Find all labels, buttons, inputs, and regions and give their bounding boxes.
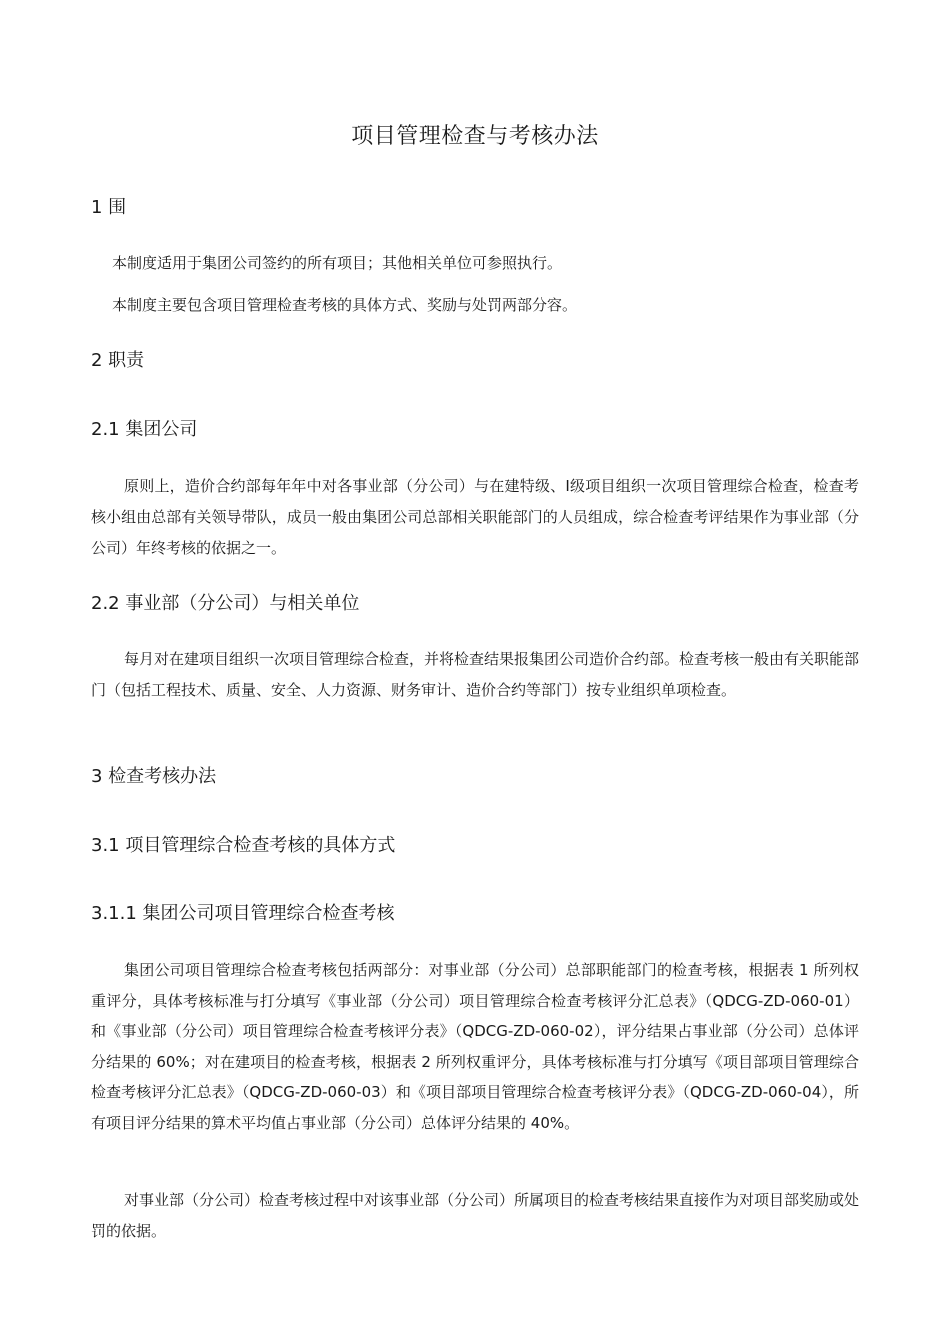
section-3-1-heading: 3.1 项目管理综合检查考核的具体方式 xyxy=(91,835,396,856)
section-1-paragraph-2: 本制度主要包含项目管理检查考核的具体方式、奖励与处罚两部分容。 xyxy=(112,296,578,314)
section-3-1-1-paragraph-1: 集团公司项目管理综合检查考核包括两部分：对事业部（分公司）总部职能部门的检查考核，根据表 1 所列权重评分，具体考核标准与打分填写《事业部（分公司）项目管理综合检查考核评分汇总表》（QDCG-ZD-060-01）和《事业部（分公司）项目管理综合检查考核评分表》（QDCG-ZD-060-02），评分结果占事业部（分公司）总体评分结果的 60%；对在建项目的检查考核，根据表 2 所列权重评分，具体考核标准与打分填写《项目部项目管理综合检查考核评分汇总表》（QDCG-ZD-060-03）和《项目部项目管理综合检查考核评分表》（QDCG-ZD-060-04），所有项目评分结果的算术平均值占事业部（分公司）总体评分结果的 40%。 xyxy=(91,961,859,1132)
section-2-2-paragraph: 每月对在建项目组织一次项目管理综合检查，并将检查结果报集团公司造价合约部。检查考核一般由有关职能部门（包括工程技术、质量、安全、人力资源、财务审计、造价合约等部门）按专业组织单项检查。 xyxy=(91,650,860,699)
section-2-1-paragraph: 原则上，造价合约部每年年中对各事业部（分公司）与在建特级、Ⅰ级项目组织一次项目管理综合检查，检查考核小组由总部有关领导带队，成员一般由集团公司总部相关职能部门的人员组成，综合检查考评结果作为事业部（分公司）年终考核的依据之一。 xyxy=(91,477,859,557)
section-3-1-1-heading: 3.1.1 集团公司项目管理综合检查考核 xyxy=(91,903,395,924)
section-3-heading: 3 检查考核办法 xyxy=(91,766,217,787)
document-title: 项目管理检查与考核办法 xyxy=(351,124,599,149)
section-3-1-1-paragraph-2: 对事业部（分公司）检查考核过程中对该事业部（分公司）所属项目的检查考核结果直接作为对项目部奖励或处罚的依据。 xyxy=(91,1191,860,1240)
section-2-heading: 2 职责 xyxy=(91,350,145,371)
section-1-paragraph-1: 本制度适用于集团公司签约的所有项目；其他相关单位可参照执行。 xyxy=(112,254,563,272)
section-1-heading: 1 围 xyxy=(91,197,127,218)
section-2-2-heading: 2.2 事业部（分公司）与相关单位 xyxy=(91,593,360,614)
section-2-1-heading: 2.1 集团公司 xyxy=(91,419,198,440)
